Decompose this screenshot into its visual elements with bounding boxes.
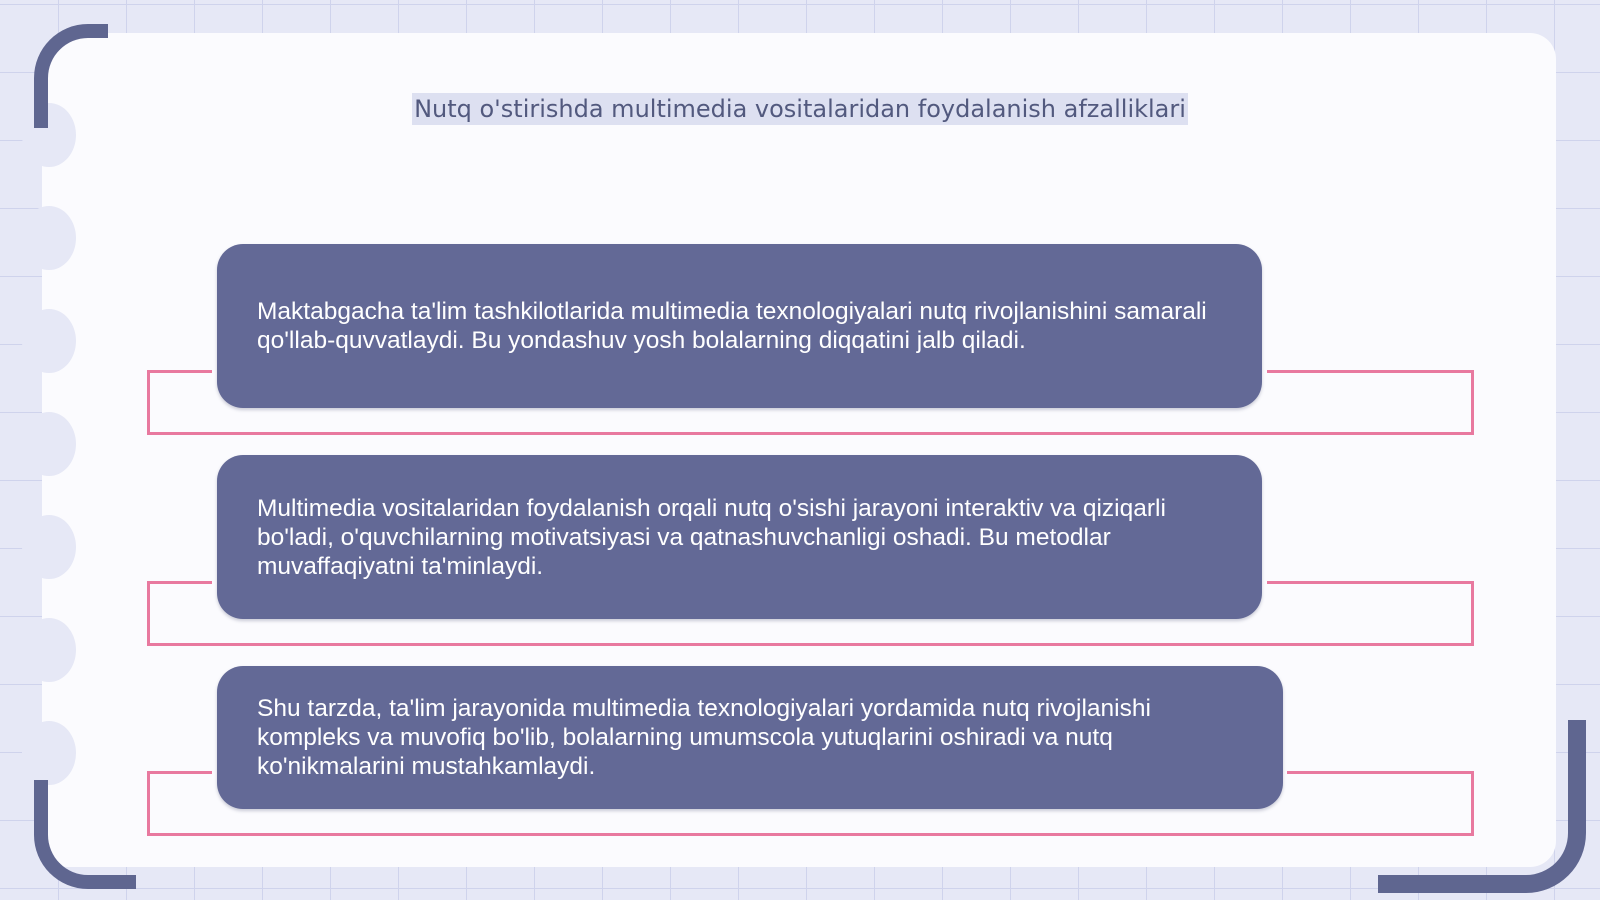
paper-scallop (22, 515, 76, 579)
paper-scallop (22, 412, 76, 476)
paper-scallop (22, 206, 76, 270)
card-text: Multimedia vositalaridan foydalanish orqali nutq o'sishi jarayoni interaktiv va qiziqarli bo'ladi, o'quvchilarning motivatsiyasi va qatnashuvchanligi oshadi. Bu metodlar muvaffaqiyatni ta'minlaydi. (257, 494, 1166, 580)
card-text: Shu tarzda, ta'lim jarayonida multimedia texnologiyalari yordamida nutq rivojlanishi kompleks va muvofiq bo'lib, bolalarning umumscola yutuqlarini oshiradi va nutq ko'nikmalarini mustahkamlaydi. (257, 695, 1151, 780)
paper-scallop (22, 309, 76, 373)
slide-title (0, 95, 1600, 123)
frame-corner-bottom-left (34, 780, 136, 889)
text-card (217, 244, 1262, 408)
paper-scallop (22, 618, 76, 682)
card-text: Maktabgacha ta'lim tashkilotlarida multimedia texnologiyalari nutq rivojlanishini samarali qo'llab-quvvatlaydi. Bu yondashuv yosh bolalarning diqqatini jalb qiladi. (257, 298, 1207, 354)
slide-title-text: Nutq o'stirishda multimedia vositalaridan foydalanish afzalliklari (414, 95, 1186, 123)
paper-scallop (22, 721, 76, 785)
text-card (217, 666, 1283, 809)
text-card (217, 455, 1262, 619)
